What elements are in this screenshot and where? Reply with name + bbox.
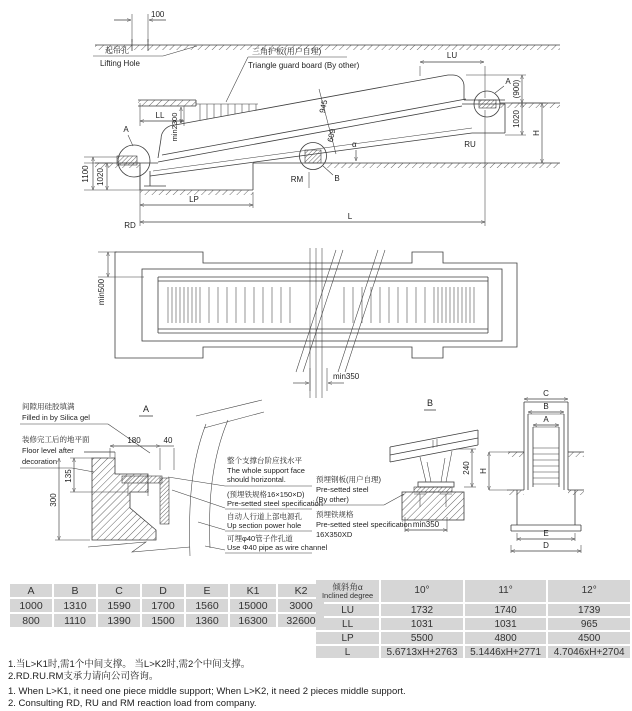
support-face-note-cn: 整个支撑台阶应找水平 <box>227 456 302 465</box>
silica-label-en: Filled in by Silica gel <box>22 413 90 422</box>
elevation-view <box>81 10 560 230</box>
pipe-note-en: Use Φ40 pipe as wire channel <box>227 543 328 552</box>
row-label: LP <box>316 632 379 644</box>
angle-11: 11° <box>465 580 547 602</box>
floor-level-label-en2: decoration <box>22 457 58 466</box>
incline-row-l <box>316 646 630 658</box>
steel-spec-note-cn: (预埋铁规格16×150×D) <box>227 490 305 499</box>
dim-min350: min350 <box>333 372 360 381</box>
spec-note-cn: 预埋铁规格 <box>316 510 354 519</box>
size-col-k1: K1 <box>230 584 276 597</box>
cell: 1732 <box>381 604 463 616</box>
label-rd: RD <box>124 221 136 230</box>
dim-100: 100 <box>151 10 165 19</box>
power-hole-note-en: Up section power hole <box>227 521 302 530</box>
angle-12: 12° <box>548 580 630 602</box>
label-ll: LL <box>155 111 165 120</box>
cell: 5500 <box>381 632 463 644</box>
cell: 3000 <box>278 599 324 612</box>
note-cn-2: 2.RD.RU.RM支承力请向公司咨询。 <box>8 671 159 682</box>
size-col-k2: K2 <box>278 584 324 597</box>
size-col-b: B <box>54 584 96 597</box>
cell: 1390 <box>98 614 140 627</box>
size-table-row-1 <box>10 599 324 612</box>
size-table-row-2 <box>10 614 324 627</box>
floor-level-label-en1: Floor level after <box>22 446 74 455</box>
incline-degree-header-en: Inclined degree <box>321 590 374 600</box>
size-col-d: D <box>142 584 184 597</box>
cell: 1110 <box>54 614 96 627</box>
cell: 1700 <box>142 599 184 612</box>
detail-a-title: A <box>142 404 150 414</box>
cell: 4.7046xH+2704 <box>548 646 630 658</box>
cell: 1739 <box>548 604 630 616</box>
dim-h: H <box>532 130 541 136</box>
label-lu: LU <box>446 51 458 60</box>
incline-row-ll <box>316 618 630 630</box>
pipe-note-cn: 可埋φ40管子作孔道 <box>227 534 293 543</box>
note-en-2: 2. Consulting RD, RU and RM reaction load from company. <box>8 698 257 709</box>
incline-degree-header <box>316 580 379 602</box>
note-en-1: 1. When L>K1, it need one piece middle support; When L>K2, it need 2 pieces middle support. <box>8 686 406 697</box>
plate-note-en1: Pre-setted steel <box>316 485 369 494</box>
detail-b <box>314 398 478 539</box>
support-face-note-en2: should horizontal. <box>227 475 286 484</box>
detail-a-callout-left: A <box>123 125 129 134</box>
size-table-header-row <box>10 584 324 597</box>
cell: 32600 <box>278 614 324 627</box>
spec-note-value: 16X350XD <box>316 530 353 539</box>
dim-609: 609 <box>325 128 338 143</box>
section-dim-d: D <box>543 541 549 550</box>
dim-1020-left: 1020 <box>96 168 105 186</box>
label-rm: RM <box>290 175 304 184</box>
size-col-e: E <box>186 584 228 597</box>
silica-label-cn: 间隙用硅胶填满 <box>22 402 75 411</box>
cell: 15000 <box>230 599 276 612</box>
cell: 1310 <box>54 599 96 612</box>
cell: 1560 <box>186 599 228 612</box>
incline-degree-header-cn: 倾斜角α <box>332 581 363 592</box>
cell: 1031 <box>381 618 463 630</box>
lifting-hole-label-cn: 起吊孔 <box>105 46 129 55</box>
section-dim-e: E <box>543 529 549 538</box>
detail-a <box>20 400 328 556</box>
dim-300: 300 <box>49 493 58 507</box>
cell: 965 <box>548 618 630 630</box>
dim-1020-right: 1020 <box>512 110 521 128</box>
cell: 4500 <box>548 632 630 644</box>
incline-row-lu <box>316 604 630 616</box>
triangle-guard-label-en: Triangle guard board (By other) <box>248 61 360 70</box>
cell: 1740 <box>465 604 547 616</box>
size-col-a: A <box>10 584 52 597</box>
size-col-c: C <box>98 584 140 597</box>
cell: 800 <box>10 614 52 627</box>
size-table <box>8 582 326 629</box>
label-ru: RU <box>464 140 476 149</box>
row-label: L <box>316 646 379 658</box>
cross-section-view <box>479 389 584 553</box>
lifting-hole-label-en: Lifting Hole <box>99 59 141 68</box>
detail-a-callout-right: A <box>505 77 511 86</box>
section-dim-a: A <box>543 415 549 424</box>
dim-min350-b: min350 <box>412 520 440 529</box>
dim-40: 40 <box>163 436 173 445</box>
cell: 4800 <box>465 632 547 644</box>
cell: 1031 <box>465 618 547 630</box>
incline-table-header-row <box>316 580 630 602</box>
section-dim-c: C <box>543 389 549 398</box>
angle-10: 10° <box>381 580 463 602</box>
floor-level-label-cn: 装修完工后的地平面 <box>22 435 90 444</box>
section-dim-h: H <box>479 468 488 474</box>
label-b-callout: B <box>334 174 340 183</box>
dim-240: 240 <box>462 461 471 475</box>
cell: 5.1446xH+2771 <box>465 646 547 658</box>
spec-note-en: Pre-setted steel specification <box>316 520 412 529</box>
incline-table <box>314 578 632 660</box>
cell: 1590 <box>98 599 140 612</box>
cell: 16300 <box>230 614 276 627</box>
cell: 1360 <box>186 614 228 627</box>
dim-1100: 1100 <box>81 165 90 183</box>
label-lp: LP <box>189 195 199 204</box>
incline-row-lp <box>316 632 630 644</box>
alpha-symbol: α <box>352 140 357 149</box>
cell: 1000 <box>10 599 52 612</box>
section-dim-b: B <box>543 402 549 411</box>
power-hole-note-cn: 自动人行道上部电源孔 <box>227 512 302 521</box>
triangle-guard-label-cn: 三角护板(用户自理) <box>252 47 322 56</box>
detail-b-title: B <box>426 398 434 408</box>
dim-900: (900) <box>512 79 521 99</box>
label-l: L <box>347 212 353 221</box>
cell: 5.6713xH+2763 <box>381 646 463 658</box>
dim-min500: min500 <box>97 278 106 306</box>
steel-spec-note-en: Pre-setted steel specification <box>227 499 323 508</box>
note-cn-1: 1.当L>K1时,需1个中间支撑。 当L>K2时,需2个中间支撑。 <box>8 659 251 670</box>
dim-min2300: min2300 <box>170 112 179 142</box>
dim-180: 180 <box>127 436 141 445</box>
dim-945: 945 <box>317 99 330 114</box>
cell: 1500 <box>142 614 184 627</box>
dim-135: 135 <box>64 469 73 483</box>
row-label: LL <box>316 618 379 630</box>
row-label: LU <box>316 604 379 616</box>
support-face-note-en1: The whole support face <box>227 466 305 475</box>
plate-note-cn: 预埋钢板(用户自理) <box>316 475 381 484</box>
plate-note-en2: (By other) <box>316 495 349 504</box>
plan-view <box>97 248 517 398</box>
